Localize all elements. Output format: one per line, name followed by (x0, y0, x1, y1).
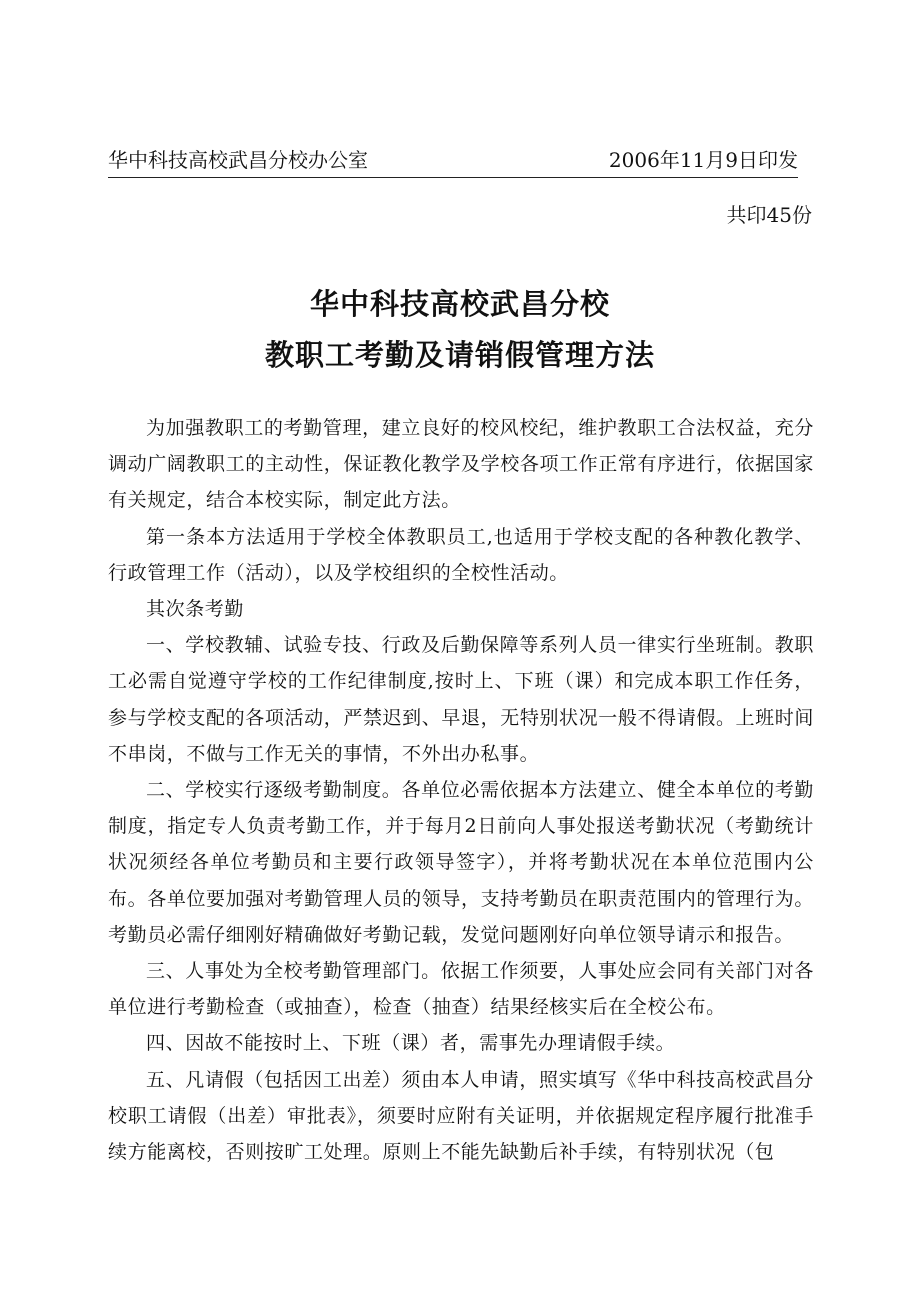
document-title-line-1: 华中科技高校武昌分校 (309, 287, 610, 321)
paragraph-clause-3: 三、人事处为全校考勤管理部门。依据工作须要，人事处应会同有关部门对各单位进行考勤检查（或抽查），检查（抽查）结果经核实后在全校公布。 (108, 960, 814, 1019)
paragraph-clause-1: 一、学校教辅、试验专技、行政及后勤保障等系列人员一律实行坐班制。教职工必需自觉遵守学校的工作纪律制度,按时上、下班（课）和完成本职工作任务，参与学校支配的各项活动，严禁迟到、早退，无特别状况一般不得请假。上班时间不串岗，不做与工作无关的事情，不外出办私事。 (108, 634, 814, 765)
print-copies: 共印45份 (726, 203, 812, 227)
issuing-header (108, 143, 798, 178)
document-body (108, 410, 814, 1170)
paragraph-preamble: 为加强教职工的考勤管理，建立良好的校风校纪，维护教职工合法权益，充分调动广阔教职工的主动性，保证教化教学及学校各项工作正常有序进行，依据国家有关规定，结合本校实际，制定此方法。 (108, 417, 814, 512)
issue-date: 2006年11月9日印发 (608, 148, 798, 172)
issuing-office: 华中科技高校武昌分校办公室 (108, 148, 368, 172)
paragraph-clause-4: 四、因故不能按时上、下班（课）者，需事先办理请假手续。 (146, 1032, 676, 1055)
paragraph-article-2-heading: 其次条考勤 (146, 598, 245, 621)
paragraph-clause-2: 二、学校实行逐级考勤制度。各单位必需依据本方法建立、健全本单位的考勤制度，指定专人负责考勤工作，并于每月2日前向人事处报送考勤状况（考勤统计状况须经各单位考勤员和主要行政领导签字），并将考勤状况在本单位范围内公布。各单位要加强对考勤管理人员的领导，支持考勤员在职责范围内的管理行为。考勤员必需仔细刚好精确做好考勤记载，发觉问题刚好向单位领导请示和报告。 (108, 779, 814, 946)
paragraph-clause-5: 五、凡请假（包括因工出差）须由本人申请，照实填写《华中科技高校武昌分校职工请假（出差）审批表》，须要时应附有关证明，并依据规定程序履行批准手续方能离校，否则按旷工处理。原则上不能先缺勤后补手续，有特别状况（包 (108, 1068, 814, 1164)
document-title-line-2: 教职工考勤及请销假管理方法 (264, 338, 655, 372)
paragraph-article-1: 第一条本方法适用于学校全体教职员工,也适用于学校支配的各种教化教学、行政管理工作（活动），以及学校组织的全校性活动。 (108, 525, 814, 584)
